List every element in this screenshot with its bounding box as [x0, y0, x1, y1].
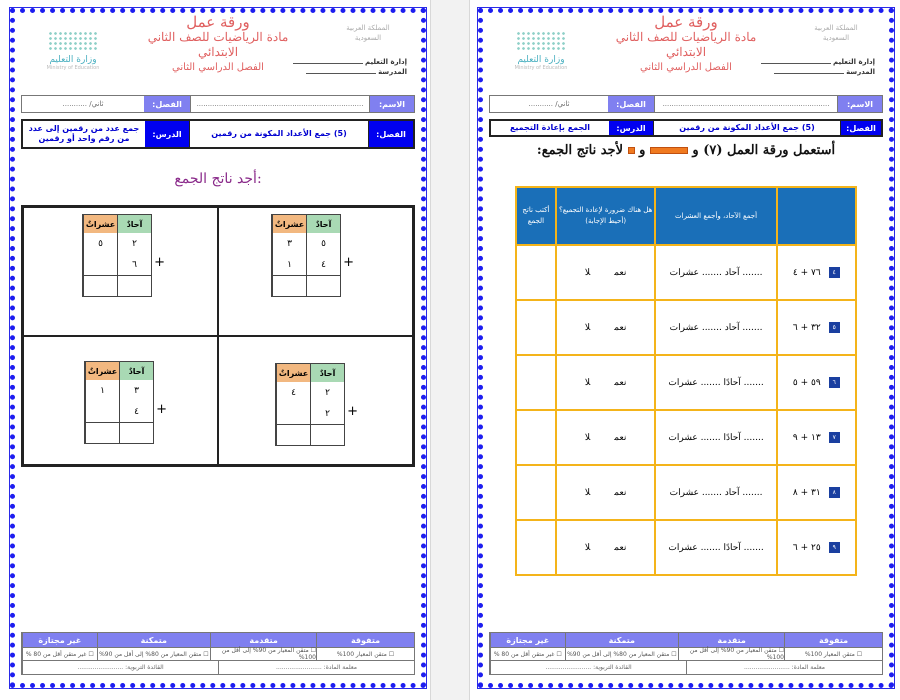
teacher-signature: معلمة المادة: ........................	[686, 660, 882, 674]
lesson-row	[21, 119, 415, 149]
problem-cell-4	[23, 336, 218, 465]
answer-cell[interactable]	[516, 520, 556, 575]
problems-grid	[21, 205, 415, 467]
yes-option[interactable]: نعم	[614, 322, 627, 333]
worksheet-page-2	[478, 8, 894, 688]
yes-option[interactable]: نعم	[614, 487, 627, 498]
assessment-footer: متفوقة متقدمة متمكنة غير مجتازة ☐ متقن المعيار 100% ☐ متقن المعيار من 90% إلى أقل من 100% ☐ متقن المعيار من 80% إلى أقل من 90% ☐ غير متقن أقل من 80 % معلمة المادة: ........................ القائدة التربوية: ........................	[21, 632, 415, 675]
name-field[interactable]: ...........................................................................	[190, 96, 370, 112]
class-field[interactable]: ثاني/ ...........	[490, 96, 608, 112]
lesson-value: الجمع بإعادة التجميع	[491, 121, 609, 135]
class-field[interactable]: ثاني/ ...........	[22, 96, 144, 112]
criterion-checkbox[interactable]: ☐ متقن المعيار من 90% إلى أقل من 100%	[210, 647, 316, 660]
lesson-row	[489, 119, 883, 137]
admin-fields: إدارة التعليم المدرسة	[293, 57, 407, 77]
instruction: أجد ناتج الجمع:	[174, 171, 262, 187]
name-label: الاسم:	[370, 96, 414, 112]
criterion-checkbox[interactable]: ☐ متقن المعيار 100%	[316, 647, 414, 660]
table-header: أجمع الآحاد، وأجمع العشرات هل هناك ضرورة لإعادة التجميع؟ (أحيط الإجابة) أكتب ناتج الجمع	[516, 187, 856, 245]
class-label: الفصل:	[144, 96, 190, 112]
name-field[interactable]: ...........................................................................	[654, 96, 838, 112]
chapter-value: (5) جمع الأعداد المكونة من رقمين	[189, 121, 369, 147]
name-label: الاسم:	[838, 96, 882, 112]
no-option[interactable]: لا	[584, 542, 591, 553]
table-row: ٧١٣ + ٩ ....... آحادًا ....... عشرات نعملا	[516, 410, 856, 465]
no-option[interactable]: لا	[584, 487, 591, 498]
leader-signature: القائدة التربوية: ........................	[490, 660, 686, 674]
page-separator	[430, 0, 470, 700]
plus-icon: +	[154, 255, 165, 270]
table-row: ٦٥٩ + ٥ ....... آحادًا ....... عشرات نعملا	[516, 355, 856, 410]
worksheet-title: ورقة عمل مادة الرياضيات للصف الثاني الابتدائي الفصل الدراسي الثاني	[147, 13, 289, 73]
place-value-chart: آحادٌ عشراتٌ ٣ ١ ٤ +	[84, 361, 154, 444]
class-label: الفصل:	[608, 96, 654, 112]
moe-logo: وزارة التعليم Ministry of Education	[33, 31, 113, 71]
work-cell[interactable]: ....... آحادًا ....... عشرات	[655, 520, 776, 575]
chapter-label: الفصل:	[841, 121, 881, 135]
yes-option[interactable]: نعم	[614, 267, 627, 278]
worksheet-page-1	[10, 8, 426, 688]
problem-cell-2	[23, 207, 218, 336]
ksa-logo: المملكة العربية السعودية	[346, 24, 390, 42]
yes-option[interactable]: نعم	[614, 432, 627, 443]
regrouping-table	[515, 186, 857, 576]
tens-rod-icon	[650, 147, 688, 154]
no-option[interactable]: لا	[584, 267, 591, 278]
ksa-logo: المملكة العربية السعودية	[814, 24, 858, 42]
ones-cube-icon	[628, 147, 635, 154]
no-option[interactable]: لا	[584, 432, 591, 443]
page-header	[15, 13, 421, 95]
no-option[interactable]: لا	[584, 377, 591, 388]
chapter-label: الفصل:	[369, 121, 413, 147]
answer-tens[interactable]	[272, 276, 306, 296]
criterion-checkbox[interactable]: ☐ غير متقن أقل من 80 %	[22, 647, 96, 660]
work-cell[interactable]: ....... آحادًا ....... عشرات	[655, 410, 776, 465]
criterion-checkbox[interactable]: ☐ غير متقن أقل من 80 %	[490, 647, 564, 660]
table-row: ٤٧٦ + ٤ ....... آحاد ....... عشرات نعملا	[516, 245, 856, 300]
criterion-checkbox[interactable]: ☐ متقن المعيار من 80% إلى أقل من 90%	[97, 647, 211, 660]
answer-tens[interactable]	[276, 425, 310, 445]
plus-icon: +	[347, 404, 358, 419]
answer-cell[interactable]	[516, 465, 556, 520]
answer-cell[interactable]	[516, 300, 556, 355]
criterion-checkbox[interactable]: ☐ متقن المعيار من 90% إلى أقل من 100%	[678, 647, 784, 660]
table-row: ٩٢٥ + ٦ ....... آحادًا ....... عشرات نعملا	[516, 520, 856, 575]
no-option[interactable]: لا	[584, 322, 591, 333]
yes-option[interactable]: نعم	[614, 377, 627, 388]
student-info-row	[21, 95, 415, 113]
table-row: ٥٣٢ + ٦ ....... آحاد ....... عشرات نعملا	[516, 300, 856, 355]
plus-icon: +	[343, 255, 354, 270]
instruction: أستعمل ورقة العمل (٧) و و لأجد ناتج الجمع:	[536, 143, 836, 158]
place-value-chart: آحادٌ عشراتٌ ٥ ٣ ٤ ١ +	[271, 214, 341, 297]
chapter-value: (5) جمع الأعداد المكونة من رقمين	[653, 121, 841, 135]
work-cell[interactable]: ....... آحادًا ....... عشرات	[655, 355, 776, 410]
page-header	[483, 13, 889, 95]
moe-logo: وزارة التعليم Ministry of Education	[501, 31, 581, 71]
worksheet-title: ورقة عمل مادة الرياضيات للصف الثاني الابتدائي الفصل الدراسي الثاني	[615, 13, 757, 73]
criterion-checkbox[interactable]: ☐ متقن المعيار من 80% إلى أقل من 90%	[565, 647, 679, 660]
answer-ones[interactable]	[306, 276, 340, 296]
answer-cell[interactable]	[516, 245, 556, 300]
place-value-chart: آحادٌ عشراتٌ ٢ ٥ ٦ +	[82, 214, 152, 297]
answer-tens[interactable]	[83, 276, 117, 296]
assessment-footer: متفوقة متقدمة متمكنة غير مجتازة ☐ متقن المعيار 100% ☐ متقن المعيار من 90% إلى أقل من 100% ☐ متقن المعيار من 80% إلى أقل من 90% ☐ غير متقن أقل من 80 % معلمة المادة: ........................ القائدة التربوية: ........................	[489, 632, 883, 675]
lesson-label: الدرس:	[145, 121, 189, 147]
lesson-label: الدرس:	[609, 121, 653, 135]
student-info-row	[489, 95, 883, 113]
answer-cell[interactable]	[516, 410, 556, 465]
teacher-signature: معلمة المادة: ........................	[218, 660, 414, 674]
answer-tens[interactable]	[85, 423, 119, 443]
leader-signature: القائدة التربوية: ........................	[22, 660, 218, 674]
answer-cell[interactable]	[516, 355, 556, 410]
admin-fields: إدارة التعليم المدرسة	[761, 57, 875, 77]
work-cell[interactable]: ....... آحاد ....... عشرات	[655, 465, 776, 520]
work-cell[interactable]: ....... آحاد ....... عشرات	[655, 245, 776, 300]
problem-cell-3	[218, 336, 413, 465]
answer-ones[interactable]	[119, 423, 153, 443]
problem-cell-1	[218, 207, 413, 336]
answer-ones[interactable]	[117, 276, 151, 296]
moe-logo-icon	[48, 31, 98, 51]
criterion-checkbox[interactable]: ☐ متقن المعيار 100%	[784, 647, 882, 660]
yes-option[interactable]: نعم	[614, 542, 627, 553]
lesson-value: جمع عدد من رقمين إلى عدد من رقم واحد أو رقمين	[23, 121, 145, 147]
answer-ones[interactable]	[310, 425, 344, 445]
table-row: ٨٣١ + ٨ ....... آحاد ....... عشرات نعملا	[516, 465, 856, 520]
moe-logo-icon	[516, 31, 566, 51]
place-value-chart: آحادٌ عشراتٌ ٢ ٤ ٢ +	[275, 363, 345, 446]
work-cell[interactable]: ....... آحاد ....... عشرات	[655, 300, 776, 355]
plus-icon: +	[156, 402, 167, 417]
